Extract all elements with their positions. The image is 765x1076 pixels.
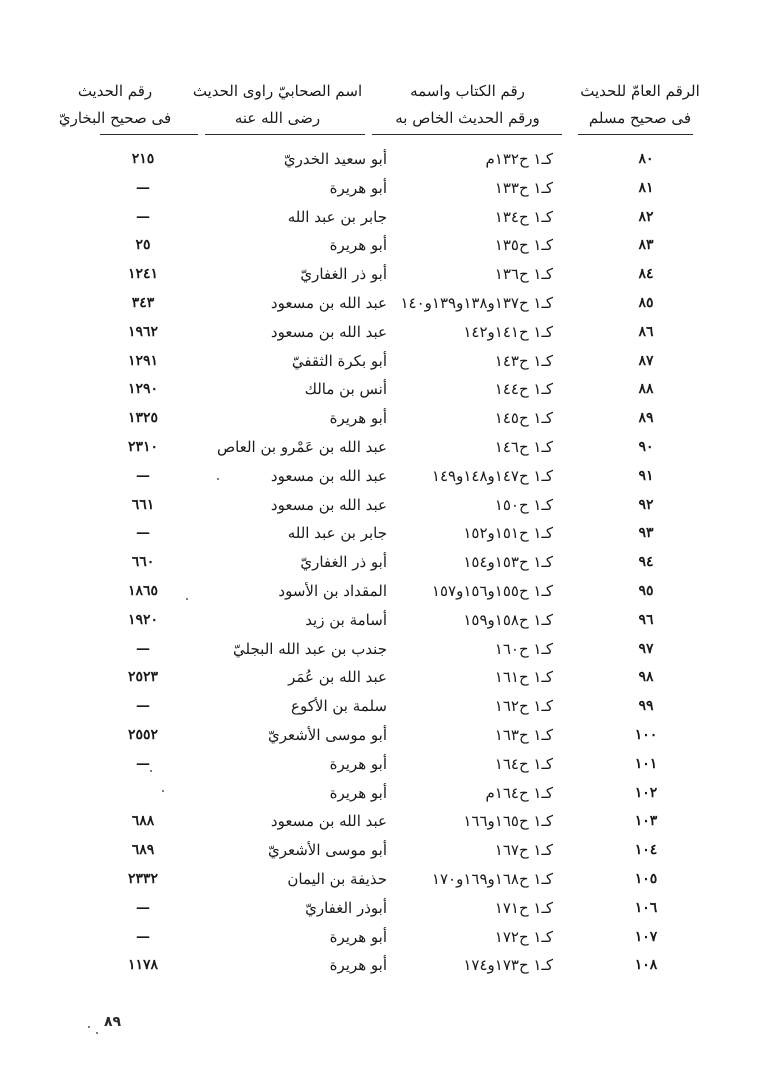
- scan-speck: [186, 598, 188, 600]
- header-rule-companion: [205, 134, 365, 135]
- bukhari-number-cell: ١٩٦٢: [127, 323, 159, 340]
- companion-name-cell: المقداد بن الأسود: [278, 581, 387, 600]
- table-row: [0, 577, 765, 606]
- book-number-cell: كـ١ ح١٦٤: [494, 754, 553, 773]
- general-number-cell: ٩٣: [638, 525, 654, 542]
- general-number-cell: ٩٦: [638, 611, 654, 628]
- header-bukhari: [50, 78, 180, 138]
- table-row: [0, 433, 765, 462]
- bukhari-number-cell: ٢٥٢٣: [127, 669, 159, 686]
- table-row: [0, 692, 765, 721]
- general-number-cell: ١٠٥: [634, 870, 658, 887]
- book-number-cell: كـ١ ح١٥١و١٥٢: [463, 524, 553, 543]
- general-number-cell: ٩٧: [638, 640, 654, 657]
- general-number-cell: ٩٠: [638, 438, 654, 455]
- companion-name-cell: جندب بن عبد الله البجليّ: [233, 639, 387, 658]
- book-number-cell: كـ١ ح١٦٥و١٦٦: [463, 812, 553, 831]
- companion-name-cell: أبو سعيد الخدريّ: [283, 150, 387, 168]
- book-number-cell: كـ١ ح١٦٣: [494, 725, 553, 744]
- book-number-cell: كـ١ ح١٦٨و١٦٩و١٧٠: [431, 869, 553, 888]
- book-number-cell: كـ١ ح١٣٦: [494, 265, 553, 284]
- book-number-cell: كـ١ ح١٣٢م: [485, 150, 553, 168]
- book-number-cell: كـ١ ح١٥٠: [494, 495, 553, 514]
- bukhari-number-cell: ١٢٤١: [127, 266, 159, 283]
- bukhari-number-cell: ١٢٩٠: [127, 381, 159, 398]
- table-row: [0, 865, 765, 894]
- bukhari-number-cell: ٢٥٥٢: [127, 726, 159, 743]
- header-book-number: [370, 78, 565, 138]
- header-companion-line1: اسم الصحابيّ راوى الحديث: [192, 82, 363, 100]
- book-number-cell: كـ١ ح١٣٥: [494, 236, 553, 255]
- general-number-cell: ٩١: [638, 467, 654, 484]
- book-number-cell: كـ١ ح١٣٣: [494, 178, 553, 197]
- general-number-cell: ٨٩: [638, 410, 654, 427]
- bukhari-number-cell: —: [136, 640, 150, 657]
- bukhari-number-cell: —: [136, 755, 150, 772]
- companion-name-cell: أبوذر الغفاريّ: [305, 898, 387, 917]
- scan-speck: [96, 1032, 98, 1034]
- companion-name-cell: أبو بكرة الثقفيّ: [291, 351, 387, 370]
- book-number-cell: كـ١ ح١٦١: [494, 668, 553, 687]
- general-number-cell: ١٠١: [634, 755, 658, 772]
- companion-name-cell: أبو موسى الأشعريّ: [267, 841, 387, 860]
- companion-name-cell: أبو هريرة: [329, 236, 387, 255]
- bukhari-number-cell: ١٨٦٥: [127, 582, 159, 599]
- general-number-cell: ٩٢: [638, 496, 654, 513]
- bukhari-number-cell: [103, 779, 183, 808]
- hadith-table: [0, 145, 765, 980]
- table-row: [0, 203, 765, 232]
- header-bukhari-line1: رقم الحديث: [77, 82, 153, 100]
- header-companion-line2: رضى الله عنه: [234, 109, 321, 127]
- header-book-number-line2: ورقم الحديث الخاص به: [395, 109, 540, 127]
- table-row: [0, 174, 765, 203]
- bukhari-number-cell: ٢٣٣٢: [127, 870, 159, 887]
- scan-speck: [162, 790, 164, 792]
- companion-name-cell: أبو ذر الغفاريّ: [300, 265, 387, 284]
- scan-speck: [217, 478, 219, 480]
- header-companion: [185, 78, 370, 138]
- table-row: [0, 635, 765, 664]
- companion-name-cell: أسامة بن زيد: [305, 610, 387, 629]
- general-number-cell: ٨٦: [638, 323, 654, 340]
- header-book-number-line1: رقم الكتاب واسمه: [410, 82, 525, 100]
- table-row: [0, 231, 765, 260]
- general-number-cell: ١٠٤: [634, 842, 658, 859]
- book-number-cell: كـ١ ح١٤٥: [494, 409, 553, 428]
- book-number-cell: كـ١ ح١٥٨و١٥٩: [463, 610, 553, 629]
- header-general-number-line1: الرقم العامّ للحديث: [580, 82, 700, 100]
- table-row: [0, 491, 765, 520]
- general-number-cell: ٨٥: [638, 294, 654, 311]
- companion-name-cell: عبد الله بن مسعود: [270, 322, 387, 341]
- general-number-cell: ١٠٣: [634, 813, 658, 830]
- book-number-cell: كـ١ ح١٦٢: [494, 697, 553, 716]
- table-row: [0, 894, 765, 923]
- companion-name-cell: جابر بن عبد الله: [287, 524, 387, 543]
- bukhari-number-cell: ٢٥: [135, 237, 151, 254]
- companion-name-cell: عبد الله بن مسعود: [270, 812, 387, 831]
- book-number-cell: كـ١ ح١٧٢: [494, 927, 553, 946]
- book-number-cell: كـ١ ح١٤٧و١٤٨و١٤٩: [431, 466, 553, 485]
- companion-name-cell: أبو هريرة: [329, 783, 387, 802]
- scan-speck: [150, 770, 152, 772]
- companion-name-cell: أبو هريرة: [329, 754, 387, 773]
- table-row: [0, 807, 765, 836]
- bukhari-number-cell: ٢١٥: [131, 151, 155, 167]
- bukhari-number-cell: ١٣٢٥: [127, 410, 159, 427]
- bukhari-number-cell: ٦٨٨: [131, 813, 155, 830]
- table-row: [0, 836, 765, 865]
- bukhari-number-cell: —: [136, 899, 150, 916]
- companion-name-cell: أنس بن مالك: [304, 380, 387, 399]
- companion-name-cell: حذيفة بن اليمان: [287, 869, 387, 888]
- bukhari-number-cell: —: [136, 525, 150, 542]
- general-number-cell: ٨٤: [638, 266, 654, 283]
- table-row: [0, 606, 765, 635]
- book-number-cell: كـ١ ح١٤٣: [494, 351, 553, 370]
- companion-name-cell: أبو هريرة: [329, 178, 387, 197]
- table-row: [0, 375, 765, 404]
- bukhari-number-cell: —: [136, 698, 150, 715]
- table-row: [0, 462, 765, 491]
- book-number-cell: كـ١ ح١٤١و١٤٢: [463, 322, 553, 341]
- general-number-cell: ٩٥: [638, 582, 654, 599]
- header-general-number-line2: فى صحيح مسلم: [588, 109, 692, 127]
- general-number-cell: ٩٤: [638, 554, 654, 571]
- book-number-cell: كـ١ ح١٥٣و١٥٤: [463, 553, 553, 572]
- bukhari-number-cell: ٣٤٣: [131, 294, 155, 311]
- general-number-cell: ٨٨: [638, 381, 654, 398]
- general-number-cell: ٨٢: [638, 208, 654, 225]
- companion-name-cell: عبد الله بن مسعود: [270, 495, 387, 514]
- companion-name-cell: عبد الله بن عَمْرو بن العاص: [217, 437, 387, 456]
- book-number-cell: كـ١ ح١٧٣و١٧٤: [463, 956, 553, 975]
- companion-name-cell: جابر بن عبد الله: [287, 207, 387, 226]
- table-row: [0, 923, 765, 952]
- general-number-cell: ٨١: [638, 179, 654, 196]
- general-number-cell: ٨٠: [638, 151, 654, 167]
- header-rule-general: [578, 134, 693, 135]
- general-number-cell: ١٠٧: [634, 928, 658, 945]
- table-row: [0, 260, 765, 289]
- table-row: [0, 721, 765, 750]
- companion-name-cell: عبد الله بن عُمَر: [288, 668, 387, 687]
- general-number-cell: ١٠٢: [634, 784, 658, 801]
- table-row: [0, 663, 765, 692]
- header-bukhari-line2: فى صحيح البخاريّ: [58, 109, 172, 127]
- book-number-cell: كـ١ ح١٦٠: [494, 639, 553, 658]
- header-general-number: [565, 78, 715, 138]
- general-number-cell: ٨٧: [638, 352, 654, 369]
- table-row: [0, 289, 765, 318]
- general-number-cell: ٩٨: [638, 669, 654, 686]
- bukhari-number-cell: —: [136, 208, 150, 225]
- bukhari-number-cell: ٦٦١: [131, 496, 155, 513]
- general-number-cell: ١٠٨: [634, 957, 658, 974]
- table-row: [0, 951, 765, 980]
- companion-name-cell: أبو هريرة: [329, 409, 387, 428]
- general-number-cell: ١٠٠: [634, 726, 658, 743]
- bukhari-number-cell: ٦٨٩: [131, 842, 155, 859]
- book-number-cell: كـ١ ح١٧١: [494, 898, 553, 917]
- table-row: [0, 318, 765, 347]
- table-row: [0, 750, 765, 779]
- book-number-cell: كـ١ ح١٤٦: [494, 437, 553, 456]
- bukhari-number-cell: —: [136, 928, 150, 945]
- bukhari-number-cell: ٢٣١٠: [127, 438, 159, 455]
- book-number-cell: كـ١ ح١٣٧و١٣٨و١٣٩و١٤٠: [400, 293, 553, 312]
- companion-name-cell: أبو هريرة: [329, 927, 387, 946]
- book-number-cell: كـ١ ح١٦٧: [494, 841, 553, 860]
- page-number: ٨٩: [104, 1014, 122, 1030]
- table-row: [0, 779, 765, 808]
- table-row: [0, 404, 765, 433]
- bukhari-number-cell: ١١٧٨: [127, 957, 159, 974]
- book-number-cell: كـ١ ح١٤٤: [494, 380, 553, 399]
- table-row: [0, 347, 765, 376]
- scan-speck: [88, 1026, 90, 1028]
- companion-name-cell: سلمة بن الأكوع: [291, 697, 387, 716]
- table-row: [0, 519, 765, 548]
- book-number-cell: كـ١ ح١٥٥و١٥٦و١٥٧: [431, 581, 553, 600]
- bukhari-number-cell: ١٢٩١: [127, 352, 159, 369]
- book-number-cell: كـ١ ح١٦٤م: [485, 783, 553, 802]
- bukhari-number-cell: —: [136, 467, 150, 484]
- companion-name-cell: أبو هريرة: [329, 956, 387, 975]
- companion-name-cell: عبد الله بن مسعود: [270, 293, 387, 312]
- general-number-cell: ٩٩: [638, 698, 654, 715]
- table-row: [0, 548, 765, 577]
- book-number-cell: كـ١ ح١٣٤: [494, 207, 553, 226]
- bukhari-number-cell: ٦٦٠: [131, 554, 155, 571]
- companion-name-cell: أبو موسى الأشعريّ: [267, 725, 387, 744]
- bukhari-number-cell: —: [136, 179, 150, 196]
- table-row: [0, 145, 765, 174]
- bukhari-number-cell: ١٩٢٠: [127, 611, 159, 628]
- companion-name-cell: أبو ذر الغفاريّ: [300, 553, 387, 572]
- companion-name-cell: عبد الله بن مسعود: [270, 466, 387, 485]
- general-number-cell: ٨٣: [638, 237, 654, 254]
- header-rule-bukhari: [100, 134, 198, 135]
- general-number-cell: ١٠٦: [634, 899, 658, 916]
- header-rule-book: [372, 134, 562, 135]
